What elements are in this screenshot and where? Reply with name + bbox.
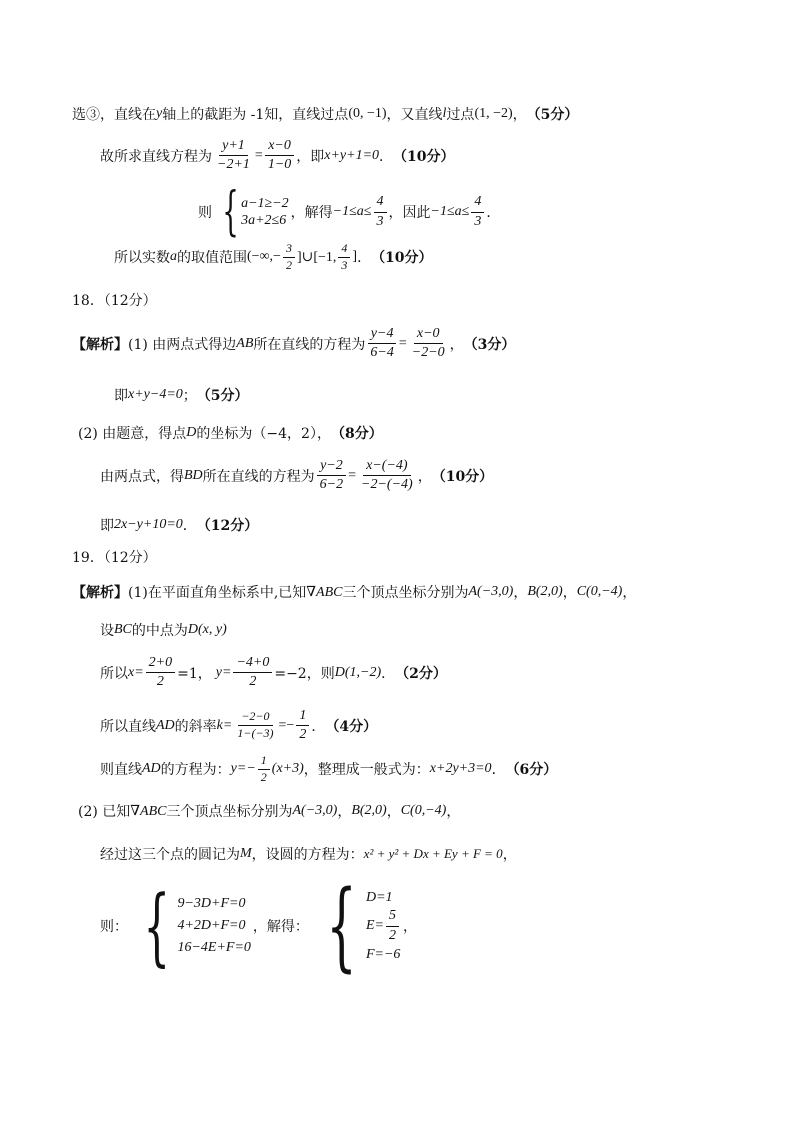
score-label: （12分） (196, 518, 259, 534)
fraction: $\frac{-2-0}{1-(-3)}$ (237, 709, 274, 741)
score-label: （10分） (393, 148, 455, 165)
text: ， (402, 919, 417, 935)
math-expression: −1≤a≤ (430, 204, 470, 219)
equals-sign: = (398, 335, 407, 351)
equals-sign: = (348, 467, 357, 483)
text: 则： (100, 919, 128, 935)
fraction: $\frac{5}{2}$ (386, 908, 399, 943)
text: ，设圆的方程为： (251, 847, 364, 863)
fraction: $\frac{4}{3}$ (338, 242, 350, 273)
q19-part1-line (72, 582, 636, 602)
brace-icon: { (143, 877, 171, 975)
solution-system (311, 870, 401, 982)
fraction: $\frac{1}{2}$ (258, 754, 270, 785)
score-label: （5分） (526, 107, 579, 123)
fraction: $\frac{1}{2}$ (296, 708, 309, 743)
text: ； (182, 388, 197, 404)
fraction: $\frac{y-4}{6-4}$ (367, 326, 396, 361)
math-equation: x+y−4=0 (128, 387, 183, 402)
equals-sign: = (254, 147, 263, 163)
q19-line-equation (100, 754, 557, 785)
math-var-M: M (240, 846, 252, 861)
text: ，即 (296, 148, 325, 165)
score-label: （10分） (371, 250, 433, 267)
fraction: $\frac{x-(-4)}{-2-(-4)}$ (361, 458, 413, 493)
text: ． (182, 518, 197, 534)
text: ， (512, 107, 527, 123)
math-expression: y= (215, 664, 232, 680)
text: 三个顶点坐标分别为 (342, 585, 469, 601)
fraction: $\frac{2+0}{2}$ (146, 655, 175, 690)
question-19-heading: 19．（12分） (72, 550, 157, 566)
math-point-D: D(x, y) (187, 622, 227, 637)
math-expression: y=− (230, 761, 256, 777)
equation-system (130, 877, 251, 975)
math-equation: x+2y+3=0 (429, 761, 492, 777)
fraction: $\frac{4}{3}$ (471, 194, 484, 229)
text: 所在直线的方程为 (253, 336, 366, 353)
math-var-D: D (186, 425, 197, 440)
math-point-B: B(2,0) (351, 803, 387, 818)
math-var-a: a (170, 249, 177, 265)
text: ， (446, 804, 461, 820)
text: 即 (114, 388, 128, 404)
solution-line-choose-3 (72, 104, 578, 124)
text: 过点 (446, 107, 475, 123)
text: ． (379, 148, 394, 165)
q19-circle-equation-line (100, 844, 517, 864)
fraction: $\frac{y-2}{6-2}$ (317, 458, 346, 493)
math-interval: ] (352, 249, 358, 265)
score-label: （5分） (196, 388, 249, 404)
text: ， (562, 585, 577, 601)
analysis-label: 【解析】 (72, 336, 128, 353)
text: ． (486, 205, 501, 221)
math-equation: 2x−y+10=0 (114, 517, 183, 532)
text: ，又直线 (386, 107, 443, 123)
text: =1， (177, 665, 212, 682)
text: 的方程为： (160, 762, 231, 779)
score-label: （4分） (325, 718, 378, 735)
text: 故所求直线方程为 (100, 148, 212, 165)
text: ． (357, 250, 372, 267)
text: 所以直线 (100, 718, 156, 735)
math-segment: AD (156, 717, 175, 733)
text: ， (386, 804, 401, 820)
math-point-B: B(2,0) (527, 584, 563, 599)
math-equation: x² + y² + Dx + Ey + F = 0 (363, 846, 503, 861)
solution-line-line-equation (100, 138, 455, 173)
text: ， (337, 804, 352, 820)
text: 所在直线的方程为 (202, 468, 315, 485)
solution-rows: D=1 E= $\frac{5}{2}$ F=−6 (365, 889, 401, 962)
math-interval: ]∪[−1, (296, 249, 337, 265)
analysis-label: 【解析】 (72, 585, 128, 601)
text: ， (513, 585, 528, 601)
math-segment: BD (184, 467, 203, 483)
text: ，因此 (388, 205, 431, 221)
brace-icon: { (222, 182, 239, 242)
q19-system-line (100, 870, 417, 982)
math-interval: (−∞,− (247, 249, 281, 265)
math-triangle: ∇ABC (306, 584, 343, 600)
text: (2) 由题意，得点 (78, 426, 187, 442)
text: ． (311, 718, 326, 735)
system-rows: 9−3D+F=0 4+2D+F=0 16−4E+F=0 (177, 896, 251, 955)
q18-part1-result (114, 385, 249, 405)
score-label: （6分） (505, 762, 558, 779)
solution-line-range (114, 242, 433, 273)
math-point: (0, −1) (348, 106, 387, 121)
text: ， (622, 585, 637, 601)
text: 由两点式，得 (100, 468, 184, 485)
fraction: $\frac{4}{3}$ (374, 194, 387, 229)
question-18-heading: 18．（12分） (72, 293, 157, 309)
fraction: $\frac{y+1}{-2+1}$ (217, 138, 250, 173)
q18-part2-equation (100, 458, 493, 493)
solution-line-inequality-system (198, 182, 501, 242)
math-point: (1, −2) (474, 106, 513, 121)
q19-part2-line (78, 801, 460, 821)
math-expression: −1≤a≤ (332, 204, 372, 219)
q19-slope-line (100, 708, 377, 743)
math-point-C: C(0,−4) (576, 584, 623, 599)
q18-part1-line (72, 326, 515, 361)
math-point-A: A(−3,0) (468, 584, 514, 599)
text: (2) 已知 (78, 804, 131, 820)
text: 设 (100, 623, 114, 639)
text: =−2，则 (274, 665, 335, 682)
math-point-C: C(0,−4) (400, 803, 447, 818)
text: 三个顶点坐标分别为 (166, 804, 293, 820)
text: 的斜率 (174, 718, 217, 735)
fraction: $\frac{x-0}{-2-0}$ (411, 326, 445, 361)
text: ． (381, 665, 396, 682)
text: 即 (100, 518, 114, 534)
text: 的取值范围 (177, 250, 247, 267)
text: ， (502, 847, 517, 863)
math-triangle: ∇ABC (130, 803, 167, 819)
math-equation: x+y+1=0 (324, 147, 380, 163)
math-expression: (x+3) (271, 761, 304, 777)
text: (1) 由两点式得边 (128, 336, 237, 353)
score-label: （8分） (330, 426, 383, 442)
system-rows: a−1≥−2 3a+2≤6 (241, 195, 289, 228)
math-var-y: y (156, 106, 163, 121)
text: 选③，直线在 (72, 107, 156, 123)
text: 所以 (100, 665, 128, 682)
inequality-system (214, 182, 289, 242)
text: ， (449, 336, 464, 353)
math-segment: AB (236, 335, 254, 351)
q18-part2-result (100, 515, 258, 535)
math-segment: BC (114, 622, 132, 637)
fraction: $\frac{x-0}{1-0}$ (265, 138, 294, 173)
text: 经过这三个点的圆记为 (100, 847, 240, 863)
fraction: $\frac{-4+0}{2}$ (233, 655, 272, 690)
math-point-A: A(−3,0) (292, 803, 338, 818)
score-label: （3分） (463, 336, 516, 353)
text: ． (491, 762, 506, 779)
math-var-l: l (442, 106, 447, 121)
math-point-D: D(1,−2) (334, 664, 382, 680)
text: 的坐标为（−4，2）， (196, 426, 331, 442)
text: 轴上的截距为 -1知，直线过点 (162, 107, 349, 123)
text: 的中点为 (131, 623, 188, 639)
text: ， (417, 468, 432, 485)
text: 则 (198, 205, 212, 221)
math-expression: x= (128, 664, 144, 680)
text: ，解得 (290, 205, 333, 221)
q19-midpoint-calc (100, 655, 447, 690)
q18-part2-line (78, 423, 383, 443)
text: 则直线 (100, 762, 142, 779)
text: (1)在平面直角坐标系中,已知 (128, 585, 307, 601)
fraction: $\frac{3}{2}$ (283, 242, 295, 273)
q19-midpoint-line (100, 620, 227, 640)
math-segment: AD (142, 761, 161, 777)
text: 所以实数 (114, 250, 170, 267)
math-expression: =− (278, 717, 295, 733)
score-label: （2分） (395, 665, 447, 682)
score-label: （10分） (431, 468, 494, 485)
math-expression: k= (216, 717, 233, 733)
text: ，整理成一般式为： (303, 762, 430, 779)
text: ，解得： (252, 919, 309, 935)
brace-icon: { (326, 870, 357, 982)
